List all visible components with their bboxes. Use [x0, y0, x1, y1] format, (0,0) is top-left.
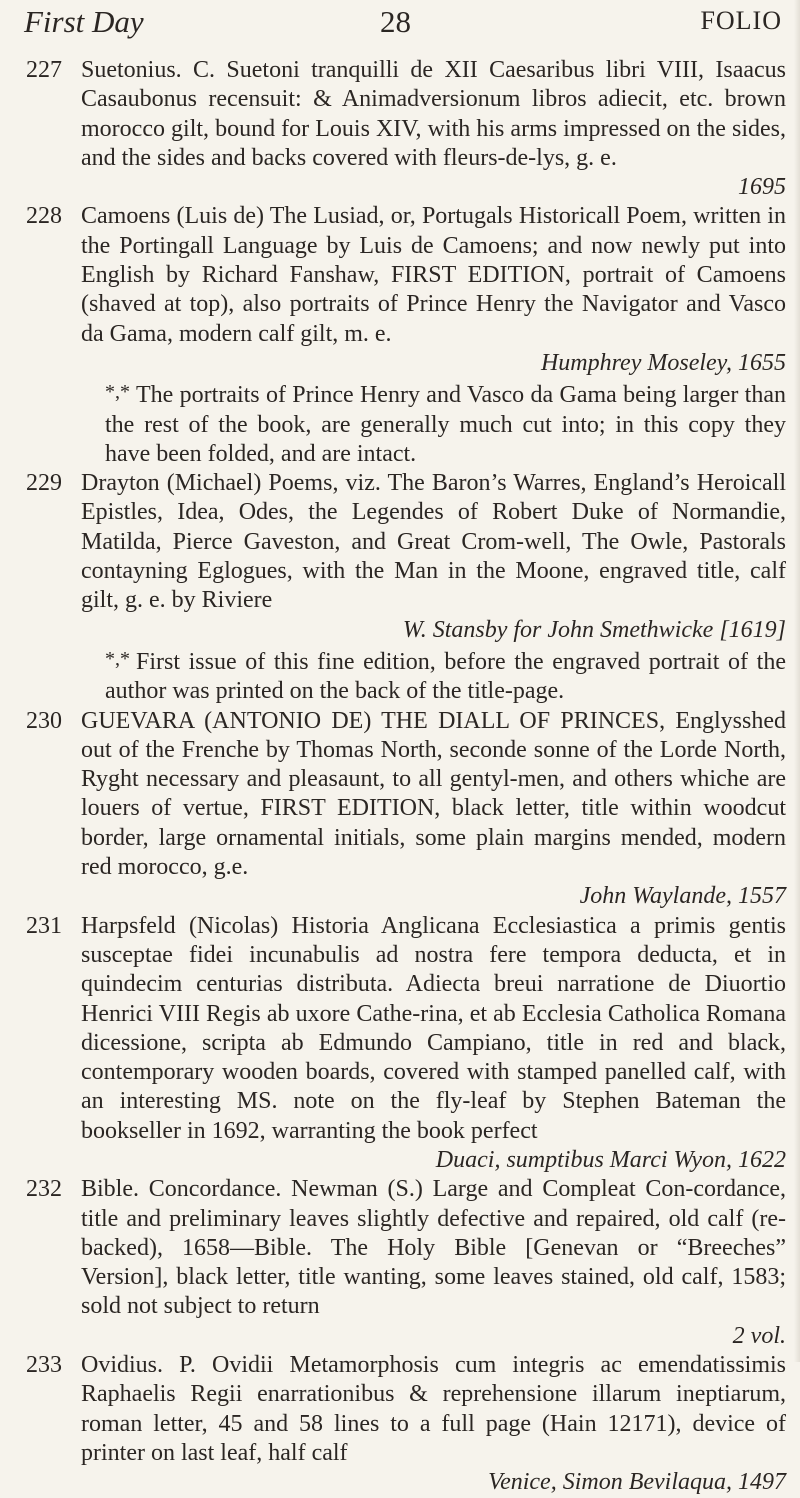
running-head — [24, 4, 782, 50]
asterism-icon: *,* — [105, 381, 130, 404]
lot-description: Drayton (Michael) Poems, viz. The Baron’s Warres, England’s Heroicall Epistles, Idea, Odes, the Legendes of Robert Duke of Normandie, Matilda, Pierce Gaveston, and Great Crom-well, The Owle, Pastorals contayning Eglogues, with the Man in the Moone, engraved title, calf gilt, g. e. by Riviere — [81, 470, 786, 614]
lot-number: 232 — [26, 1176, 62, 1203]
lot-entry — [26, 56, 786, 202]
lot-entry — [26, 202, 786, 469]
lot-description: Ovidius. P. Ovidii Metamorphosis cum integris ac emendatissimis Raphaelis Regii enarrationibus & reprehensione illarum ineptiarum, roman letter, 45 and 58 lines to a full page (Hain 12171), device of printer on last leaf, half calf — [81, 1352, 786, 1466]
lot-imprint: Humphrey Moseley, 1655 — [540, 349, 786, 376]
lot-imprint: Duaci, sumptibus Marci Wyon, 1622 — [435, 1146, 786, 1173]
lot-entry — [26, 1175, 786, 1351]
lot-entry — [26, 469, 786, 706]
lot-imprint: Venice, Simon Bevilaqua, 1497 — [488, 1469, 786, 1496]
format-heading: FOLIO — [700, 6, 782, 35]
lot-description: Bible. Concordance. Newman (S.) Large and Compleat Con-cordance, title and preliminary leaves slightly defective and repaired, old calf (re-backed), 1658—Bible. The Holy Bible [Genevan or “Breeches” Version], black letter, title wanting, some leaves stained, old calf, 1583; sold not subject to return — [81, 1176, 786, 1320]
lot-note — [81, 378, 786, 469]
lot-number: 229 — [26, 470, 62, 497]
lot-note-text: First issue of this fine edition, before the engraved portrait of the author was printed on the back of the title-page. — [105, 648, 786, 705]
asterism-icon: *,* — [105, 647, 130, 670]
lot-imprint: 2 vol. — [732, 1322, 786, 1349]
page-number: 28 — [380, 4, 411, 39]
lot-description: Harpsfeld (Nicolas) Historia Anglicana Ecclesiastica a primis gentis susceptae fidei incunabulis ad nostra fere tempora deducta, et in quindecim centurias distributa. Adiecta breui narratione de Diuortio Henrici VIII Regis ab uxore Cathe-rina, et ab Ecclesia Catholica Romana dicessione, scripta ab Edmundo Campiano, title in red and black, contemporary wooden boards, covered with stamped panelled calf, with an interesting MS. note on the fly-leaf by Stephen Bateman the bookseller in 1692, warranting the book perfect — [81, 912, 786, 1144]
lot-entry — [26, 707, 786, 912]
lot-number: 231 — [26, 912, 62, 939]
lot-description: Suetonius. C. Suetoni tranquilli de XII Caesaribus libri VIII, Isaacus Casaubonus recensuit: & Animadversionum libros adiecit, etc. brown morocco gilt, bound for Louis XIV, with his arms impressed on the sides, and the sides and backs covered with fleurs-de-lys, g. e. — [81, 57, 786, 171]
lot-number: 227 — [26, 57, 62, 83]
lot-number: 233 — [26, 1352, 62, 1379]
lot-imprint: 1695 — [738, 174, 786, 201]
lot-note — [81, 645, 786, 707]
day-heading: First Day — [24, 4, 144, 39]
lot-note-text: The portraits of Prince Henry and Vasco da Gama being larger than the rest of the book, are generally much cut into; in this copy they have been folded, and are intact. — [105, 382, 786, 467]
lot-imprint: W. Stansby for John Smethwicke [1619] — [402, 616, 786, 643]
lot-description: Camoens (Luis de) The Lusiad, or, Portugals Historicall Poem, written in the Portingall Language by Luis de Camoens; and now newly put into English by Richard Fanshaw, FIRST EDITION, portrait of Camoens (shaved at top), also portraits of Prince Henry the Navigator and Vasco da Gama, modern calf gilt, m. e. — [81, 203, 786, 347]
lot-entry — [26, 912, 786, 1176]
lot-list — [26, 56, 786, 1498]
lot-number: 230 — [26, 707, 62, 734]
lot-imprint: John Waylande, 1557 — [579, 883, 786, 910]
page-edge-shadow — [794, 0, 800, 1362]
lot-entry — [26, 1351, 786, 1497]
lot-description: GUEVARA (ANTONIO DE) THE DIALL OF PRINCES, Englysshed out of the Frenche by Thomas North, seconde sonne of the Lorde North, Ryght necessary and pleasaunt, to all gentyl-men, and others whiche are louers of vertue, FIRST EDITION, black letter, title within woodcut border, large ornamental initials, some plain margins mended, modern red morocco, g.e. — [81, 707, 786, 881]
lot-number: 228 — [26, 203, 62, 230]
